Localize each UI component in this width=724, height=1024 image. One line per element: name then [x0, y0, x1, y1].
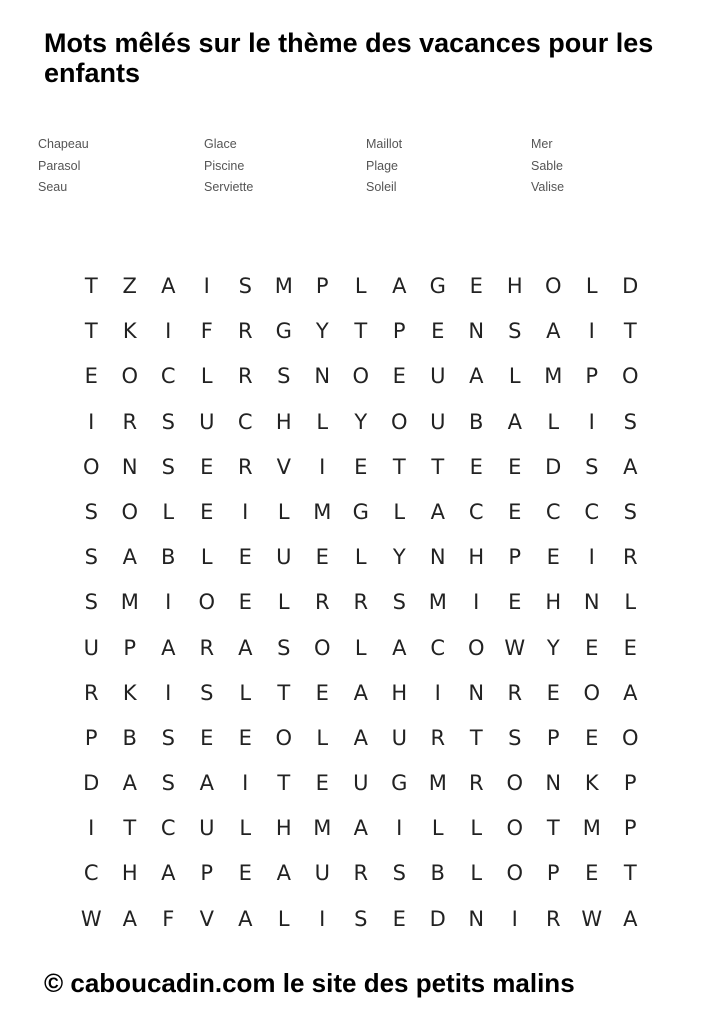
grid-cell: R [83, 680, 99, 705]
grid-cell: S [84, 545, 98, 570]
grid-cell: W [581, 906, 603, 931]
grid-cell: S [200, 680, 214, 705]
grid-cell: P [315, 274, 329, 298]
grid-cell: A [161, 635, 176, 660]
grid-cell: R [237, 319, 253, 344]
grid-cell: E [238, 545, 252, 570]
grid-cell: S [623, 499, 637, 524]
grid-cell: L [470, 816, 483, 841]
grid-cell: S [508, 319, 522, 344]
grid-cell: U [199, 816, 215, 841]
grid-cell: M [428, 590, 447, 615]
grid-cell: E [238, 861, 252, 886]
grid-cell: O [275, 725, 293, 750]
grid-cell: N [429, 545, 446, 570]
grid-cell: P [585, 364, 599, 389]
grid-cell: D [545, 454, 562, 479]
grid-cell: S [161, 454, 175, 479]
grid-cell: I [165, 319, 172, 344]
grid-cell: A [161, 274, 176, 298]
grid-cell: T [84, 274, 98, 298]
grid-cell: P [623, 816, 637, 841]
grid-cell: B [469, 409, 484, 434]
grid-cell: N [583, 590, 600, 615]
grid-cell: S [238, 274, 252, 298]
grid-cell: L [585, 274, 598, 298]
grid-cell: I [203, 274, 210, 298]
grid-cell: M [428, 771, 447, 796]
grid-cell: V [276, 454, 291, 479]
grid-cell: L [239, 816, 252, 841]
grid-cell: I [242, 499, 249, 524]
grid-cell: R [430, 725, 446, 750]
grid-cell: S [585, 454, 599, 479]
grid-row [72, 445, 650, 490]
grid-cell: S [161, 725, 175, 750]
grid-cell: N [468, 906, 485, 931]
grid-cell: A [122, 771, 137, 796]
grid-cell: H [121, 861, 138, 886]
grid-cell: K [122, 680, 137, 705]
grid-cell: T [546, 816, 560, 841]
grid-cell: D [83, 771, 100, 796]
grid-cell: P [623, 771, 637, 796]
word-list-item: Soleil [366, 180, 397, 194]
grid-cell: S [84, 590, 98, 615]
grid-cell: W [504, 635, 526, 660]
grid-row [72, 264, 650, 309]
grid-row [72, 897, 650, 942]
grid-cell: A [238, 635, 253, 660]
grid-cell: C [430, 635, 446, 660]
grid-cell: R [199, 635, 215, 660]
grid-cell: C [83, 861, 99, 886]
grid-cell: U [199, 409, 215, 434]
grid-cell: M [313, 499, 332, 524]
grid-cell: R [507, 680, 523, 705]
grid-cell: A [392, 274, 407, 298]
grid-cell: L [200, 364, 213, 389]
grid-row [72, 806, 650, 851]
grid-cell: A [276, 861, 291, 886]
grid-cell: S [277, 635, 291, 660]
grid-cell: A [353, 816, 368, 841]
word-list-item: Chapeau [38, 137, 89, 151]
grid-cell: D [622, 274, 639, 298]
grid-cell: A [199, 771, 214, 796]
grid-cell: U [430, 409, 446, 434]
grid-cell: A [469, 364, 484, 389]
grid-cell: S [392, 590, 406, 615]
grid-cell: A [546, 319, 561, 344]
grid-cell: L [354, 635, 367, 660]
word-list-item: Serviette [204, 180, 254, 194]
grid-cell: O [352, 364, 370, 389]
grid-cell: E [508, 454, 522, 479]
grid-cell: T [431, 454, 445, 479]
grid-row [72, 671, 650, 716]
grid-cell: P [546, 725, 560, 750]
grid-cell: H [275, 816, 292, 841]
grid-row [72, 626, 650, 671]
grid-cell: B [161, 545, 176, 570]
grid-cell: T [123, 816, 137, 841]
grid-cell: I [434, 680, 441, 705]
grid-cell: P [508, 545, 522, 570]
grid-cell: L [470, 861, 483, 886]
grid-cell: H [545, 590, 562, 615]
grid-cell: D [429, 906, 446, 931]
grid-cell: O [583, 680, 601, 705]
grid-cell: U [430, 364, 446, 389]
grid-cell: E [469, 454, 483, 479]
grid-cell: Y [392, 545, 406, 570]
grid-cell: U [314, 861, 330, 886]
grid-cell: C [584, 499, 600, 524]
grid-cell: Y [315, 319, 329, 344]
grid-cell: I [319, 454, 326, 479]
grid-cell: C [468, 499, 484, 524]
grid-cell: S [161, 771, 175, 796]
grid-cell: A [623, 906, 638, 931]
grid-cell: E [585, 635, 599, 660]
grid-cell: I [242, 771, 249, 796]
footer-credit: © caboucadin.com le site des petits malins [44, 968, 575, 998]
grid-cell: N [468, 680, 485, 705]
grid-cell: R [353, 590, 369, 615]
grid-cell: E [315, 680, 329, 705]
grid-cell: A [623, 680, 638, 705]
grid-cell: S [354, 906, 368, 931]
grid-cell: I [588, 319, 595, 344]
grid-cell: O [506, 861, 524, 886]
grid-cell: H [468, 545, 485, 570]
grid-cell: I [473, 590, 480, 615]
letter-grid [72, 264, 650, 942]
grid-cell: E [354, 454, 368, 479]
grid-cell: B [430, 861, 445, 886]
word-list-item: Plage [366, 158, 398, 173]
grid-cell: H [275, 409, 292, 434]
grid-cell: S [623, 409, 637, 434]
grid-cell: A [507, 409, 522, 434]
grid-cell: G [429, 274, 446, 298]
grid-cell: L [354, 545, 367, 570]
grid-cell: I [319, 906, 326, 931]
grid-cell: C [237, 409, 253, 434]
grid-cell: U [353, 771, 369, 796]
grid-cell: I [588, 545, 595, 570]
grid-cell: O [467, 635, 485, 660]
grid-cell: E [431, 319, 445, 344]
grid-cell: S [508, 725, 522, 750]
grid-cell: B [122, 725, 137, 750]
word-list-item: Parasol [38, 158, 81, 173]
grid-cell: A [353, 725, 368, 750]
grid-cell: Y [546, 635, 560, 660]
grid-cell: E [238, 590, 252, 615]
grid-cell: R [314, 590, 330, 615]
grid-cell: L [277, 906, 290, 931]
grid-cell: M [274, 274, 293, 298]
grid-cell: E [508, 590, 522, 615]
grid-row [72, 580, 650, 625]
grid-cell: I [165, 680, 172, 705]
grid-cell: T [277, 680, 291, 705]
grid-cell: E [200, 725, 214, 750]
grid-cell: R [468, 771, 484, 796]
grid-cell: E [84, 364, 98, 389]
grid-row [72, 309, 650, 354]
grid-cell: I [88, 816, 95, 841]
grid-row [72, 490, 650, 535]
grid-cell: E [200, 454, 214, 479]
grid-cell: A [161, 861, 176, 886]
grid-cell: C [160, 364, 176, 389]
grid-cell: Y [354, 409, 368, 434]
word-list [38, 134, 698, 199]
grid-cell: M [120, 590, 139, 615]
grid-cell: A [353, 680, 368, 705]
grid-cell: A [238, 906, 253, 931]
grid-cell: L [277, 590, 290, 615]
grid-cell: E [315, 545, 329, 570]
grid-cell: L [316, 725, 329, 750]
grid-cell: E [508, 499, 522, 524]
grid-cell: P [392, 319, 406, 344]
grid-cell: A [430, 499, 445, 524]
grid-cell: I [165, 590, 172, 615]
grid-cell: P [123, 635, 137, 660]
grid-cell: F [200, 319, 213, 344]
grid-cell: A [122, 545, 137, 570]
grid-cell: L [508, 364, 521, 389]
grid-row [72, 716, 650, 761]
grid-cell: R [622, 545, 638, 570]
grid-cell: T [277, 771, 291, 796]
grid-cell: O [82, 454, 100, 479]
grid-cell: E [469, 274, 483, 298]
grid-cell: O [313, 635, 331, 660]
word-list-item: Piscine [204, 158, 245, 173]
grid-cell: L [162, 499, 175, 524]
grid-cell: N [121, 454, 138, 479]
grid-cell: E [238, 725, 252, 750]
grid-row [72, 535, 650, 580]
grid-cell: E [392, 364, 406, 389]
grid-cell: L [354, 274, 367, 298]
grid-cell: L [547, 409, 560, 434]
grid-cell: U [391, 725, 407, 750]
grid-cell: P [84, 725, 98, 750]
grid-cell: O [621, 725, 639, 750]
grid-cell: O [121, 499, 139, 524]
grid-cell: L [393, 499, 406, 524]
grid-cell: R [545, 906, 561, 931]
grid-cell: A [392, 635, 407, 660]
grid-cell: O [121, 364, 139, 389]
grid-cell: E [315, 771, 329, 796]
word-list-item: Mer [531, 137, 553, 151]
grid-cell: O [544, 274, 562, 298]
grid-cell: I [588, 409, 595, 434]
grid-cell: W [80, 906, 102, 931]
grid-cell: I [511, 906, 518, 931]
grid-cell: C [160, 816, 176, 841]
grid-row [72, 761, 650, 806]
grid-cell: A [623, 454, 638, 479]
grid-cell: G [275, 319, 292, 344]
grid-cell: E [392, 906, 406, 931]
grid-row [72, 400, 650, 445]
grid-cell: M [544, 364, 563, 389]
grid-cell: E [200, 499, 214, 524]
grid-cell: L [239, 680, 252, 705]
grid-cell: O [621, 364, 639, 389]
grid-cell: L [277, 499, 290, 524]
grid-cell: E [585, 861, 599, 886]
grid-cell: M [313, 816, 332, 841]
grid-cell: N [545, 771, 562, 796]
grid-cell: R [237, 454, 253, 479]
grid-cell: R [237, 364, 253, 389]
grid-cell: G [352, 499, 369, 524]
grid-cell: R [353, 861, 369, 886]
grid-row [72, 354, 650, 399]
grid-cell: Z [122, 274, 137, 298]
grid-cell: G [391, 771, 408, 796]
word-list-item: Valise [531, 180, 565, 194]
grid-cell: E [623, 635, 637, 660]
grid-cell: C [545, 499, 561, 524]
grid-cell: T [623, 319, 637, 344]
grid-cell: S [277, 364, 291, 389]
word-list-item: Sable [531, 158, 563, 173]
grid-cell: P [200, 861, 214, 886]
grid-cell: L [624, 590, 637, 615]
grid-cell: I [396, 816, 403, 841]
grid-cell: P [546, 861, 560, 886]
grid-cell: E [546, 680, 560, 705]
grid-cell: T [469, 725, 483, 750]
grid-cell: O [198, 590, 216, 615]
grid-cell: E [546, 545, 560, 570]
grid-cell: U [83, 635, 99, 660]
word-list-item: Maillot [366, 137, 403, 151]
grid-cell: L [200, 545, 213, 570]
grid-cell: N [468, 319, 485, 344]
word-list-item: Glace [204, 137, 237, 151]
grid-cell: I [88, 409, 95, 434]
grid-cell: S [161, 409, 175, 434]
grid-cell: N [314, 364, 331, 389]
grid-cell: T [623, 861, 637, 886]
grid-cell: H [391, 680, 408, 705]
grid-cell: K [122, 319, 137, 344]
grid-cell: H [506, 274, 523, 298]
grid-cell: A [122, 906, 137, 931]
grid-row [72, 851, 650, 896]
grid-cell: O [390, 409, 408, 434]
grid-cell: T [354, 319, 368, 344]
grid-cell: K [584, 771, 599, 796]
grid-cell: M [582, 816, 601, 841]
grid-cell: O [506, 816, 524, 841]
grid-cell: L [431, 816, 444, 841]
grid-cell: O [506, 771, 524, 796]
grid-cell: E [585, 725, 599, 750]
grid-cell: S [392, 861, 406, 886]
grid-cell: T [392, 454, 406, 479]
grid-cell: L [316, 409, 329, 434]
grid-cell: S [84, 499, 98, 524]
grid-cell: U [276, 545, 292, 570]
word-list-item: Seau [38, 180, 68, 194]
grid-cell: V [199, 906, 214, 931]
grid-cell: R [122, 409, 138, 434]
grid-cell: F [162, 906, 175, 931]
page-title: Mots mêlés sur le thème des vacances pour les enfants [44, 28, 654, 88]
grid-cell: T [84, 319, 98, 344]
